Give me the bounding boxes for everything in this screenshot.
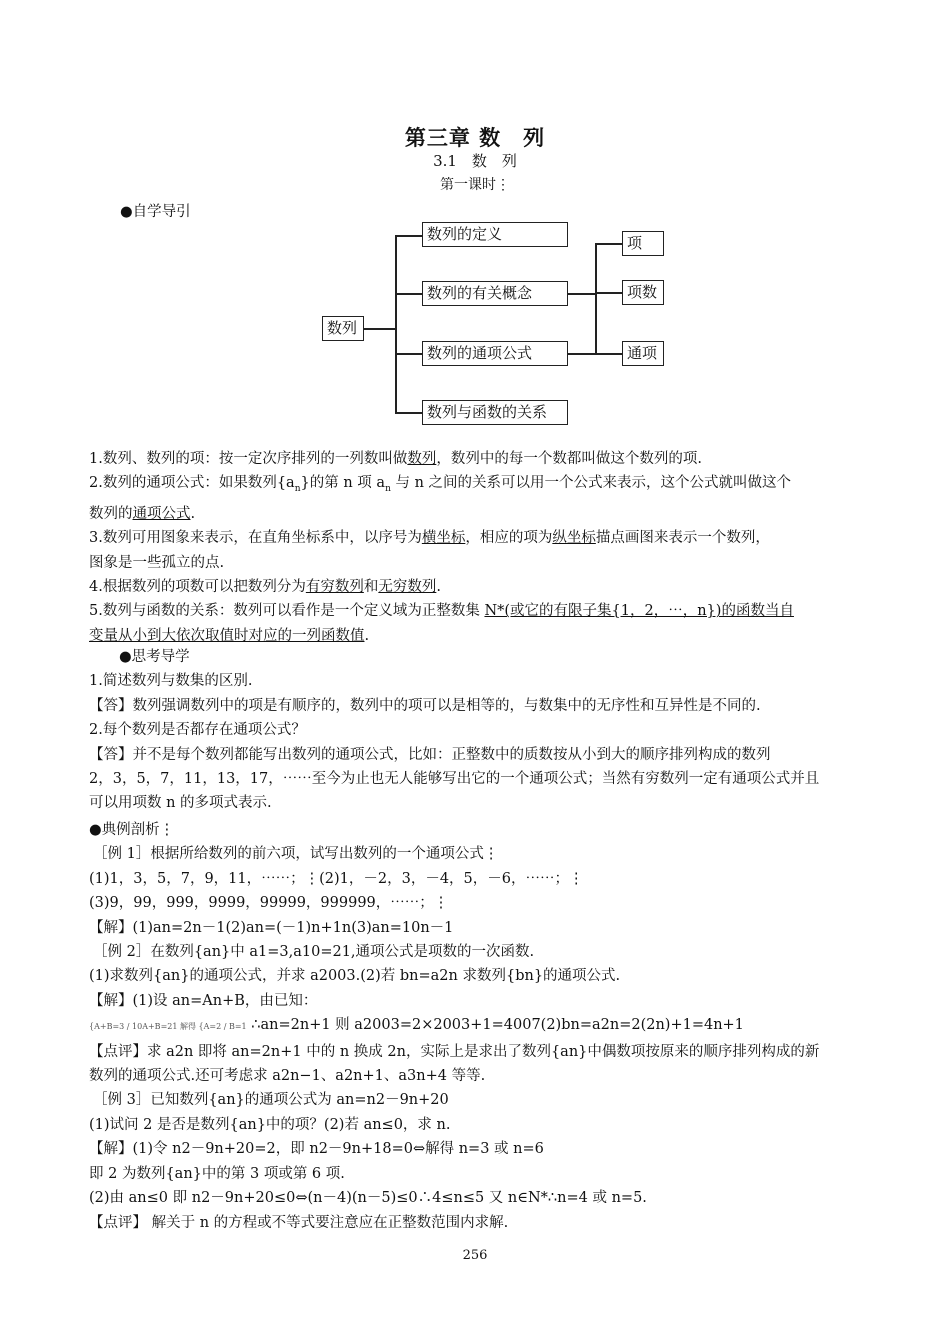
diagram-connector — [395, 293, 422, 295]
text: 和 — [363, 578, 379, 595]
example-2-comment-2: 数列的通项公式.还可考虑求 a2n−1、a2n+1、a3n+4 等等. — [89, 1068, 486, 1085]
examples-block — [89, 818, 861, 1235]
text: 1.数列、数列的项：按一定次序排列的一列数叫做 — [89, 451, 408, 467]
diagram-sub-count: 项数 — [622, 280, 664, 305]
diagram-connector — [395, 235, 397, 413]
example-1-solution: 【解】(1)an=2n－1(2)an=(－1)n+1n(3)an=10n－1 — [89, 919, 454, 936]
thinking-block — [89, 645, 861, 816]
text: ，相应的项为 — [465, 530, 553, 547]
text: 2.数列的通项公式：如果数列{a — [89, 475, 295, 492]
concept-5 — [89, 599, 861, 623]
chapter-title: 第三章 数 列 — [404, 125, 546, 150]
page-number: 256 — [462, 1248, 488, 1263]
underlined-term: N*(或它的有限子集{1，2，⋯，n})的函数当自 — [484, 603, 794, 620]
concept-2 — [89, 471, 861, 501]
diagram-connector — [595, 243, 597, 354]
text: ，数列中的每一个数都叫做这个数列的项. — [436, 451, 702, 467]
example-1-line1: (1)1，3，5，7，9，11，⋯⋯；⋮(2)1，－2，3，－4，5，－6，⋯⋯；⋮ — [89, 870, 584, 887]
thinking-q2: 2.每个数列是否都存在通项公式？ — [89, 722, 306, 739]
diagram-connector — [395, 353, 422, 355]
diagram-sub-general: 通项 — [622, 341, 664, 366]
text: 与 n 之间的关系可以用一个公式来表示，这个公式就叫做这个 — [390, 475, 792, 492]
example-3-solution-1: 【解】(1)令 n2－9n+20=2，即 n2－9n+18=0⇔解得 n=3 或 n=6 — [89, 1141, 544, 1158]
example-1-title: ［例 1］根据所给数列的前六项，试写出数列的一个通项公式⋮ — [93, 846, 499, 863]
text: . — [364, 627, 370, 644]
thinking-a2-line3: 可以用项数 n 的多项式表示. — [89, 795, 272, 812]
diagram-connector — [395, 235, 422, 237]
diagram-sub-term: 项 — [622, 231, 664, 256]
thinking-q1: 1.简述数列与数集的区别. — [89, 673, 253, 690]
underlined-term: 横坐标 — [421, 530, 466, 547]
equation-system: {A+B=3 / 10A+B=21 解得 {A=2 / B=1 — [89, 1022, 247, 1032]
thinking-a2-line1: 【答】并不是每个数列都能写出数列的通项公式，比如：正整数中的质数按从小到大的顺序排列构成的数列 — [89, 746, 771, 763]
text: ∴an=2n+1 则 a2003=2×2003+1=4007(2)bn=a2n=2(2n)+1=4n+1 — [251, 1017, 744, 1034]
diagram-connector — [595, 243, 622, 245]
text: 数列的 — [89, 505, 133, 522]
subscript: n — [294, 484, 301, 495]
underlined-term: 无穷数列 — [378, 578, 437, 595]
concepts-block — [89, 447, 861, 648]
underlined-term: 通项公式 — [132, 505, 191, 522]
underlined-term: 纵坐标 — [552, 530, 596, 547]
text: 描点画图来表示一个数列， — [595, 530, 770, 547]
diagram-branch-general-term: 数列的通项公式 — [422, 341, 568, 366]
concept-3 — [89, 526, 861, 550]
underlined-term: 数列 — [407, 451, 437, 467]
example-3-question: (1)试问 2 是否是数列{an}中的项？(2)若 an≤0，求 n. — [89, 1116, 451, 1133]
diagram-branch-concepts: 数列的有关概念 — [422, 281, 568, 306]
example-2-title: ［例 2］在数列{an}中 a1=3,a10=21,通项公式是项数的一次函数. — [93, 944, 535, 961]
diagram-connector — [595, 353, 622, 355]
thinking-a1: 【答】数列强调数列中的项是有顺序的，数列中的项可以是相等的，与数集中的无序性和互异性是不同的. — [89, 697, 761, 714]
subscript: n — [385, 484, 391, 495]
diagram-connector — [568, 353, 596, 355]
diagram-connector — [595, 292, 622, 294]
thinking-a2-line2: 2，3，5，7，11，13，17，⋯⋯至今为止也无人能够写出它的一个通项公式；当然有穷数列一定有通项公式并且 — [89, 771, 820, 788]
section-title: 3.1 数 列 — [433, 152, 517, 170]
example-3-comment: 【点评】 解关于 n 的方程或不等式要注意应在正整数范围内求解. — [89, 1214, 509, 1231]
example-3-title: ［例 3］已知数列{an}的通项公式为 an=n2－9n+20 — [93, 1092, 449, 1109]
text: 5.数列与函数的关系：数列可以看作是一个定义域为正整数集 — [89, 603, 485, 620]
example-3-solution-2: 即 2 为数列{an}中的第 3 项或第 6 项. — [89, 1165, 345, 1182]
concept-3-cont: 图象是一些孤立的点. — [89, 554, 225, 571]
lesson-title: 第一课时⋮ — [440, 177, 510, 193]
example-2-question: (1)求数列{an}的通项公式，并求 a2003.(2)若 bn=a2n 求数列{bn}的通项公式. — [89, 968, 621, 985]
text: . — [436, 578, 441, 595]
diagram-branch-function: 数列与函数的关系 — [422, 400, 568, 425]
text: . — [190, 505, 196, 522]
concept-4 — [89, 575, 861, 599]
diagram-connector — [364, 328, 396, 330]
example-1-line2: (3)9，99，999，9999，99999，999999，⋯⋯；⋮ — [89, 895, 449, 912]
text: 4.根据数列的项数可以把数列分为 — [89, 578, 306, 595]
example-3-solution-3: (2)由 an≤0 即 n2－9n+20≤0⇔(n－4)(n－5)≤0∴4≤n≤5 又 n∈N*∴n=4 或 n=5. — [89, 1190, 647, 1207]
diagram-connector — [568, 293, 596, 295]
self-study-heading: ●自学导引 — [120, 204, 191, 220]
diagram-branch-definition: 数列的定义 — [422, 222, 568, 247]
text: }的第 n 项 a — [300, 475, 386, 492]
concept-1 — [89, 447, 861, 471]
examples-heading: ●典例剖析⋮ — [89, 822, 175, 838]
example-2-solution-1: 【解】(1)设 an=An+B，由已知： — [89, 992, 318, 1009]
underlined-term: 变量从小到大依次取值时对应的一列函数值 — [89, 627, 365, 644]
diagram-connector — [395, 412, 422, 414]
example-2-comment-1: 【点评】求 a2n 即将 an=2n+1 中的 n 换成 2n，实际上是求出了数列{an}中偶数项按原来的顺序排列构成的新 — [89, 1043, 820, 1060]
diagram-root-box: 数列 — [322, 316, 364, 341]
concept-2-cont — [89, 502, 861, 526]
example-2-solution-2 — [89, 1013, 861, 1039]
thinking-heading: ●思考导学 — [119, 649, 190, 665]
text: 3.数列可用图象来表示，在直角坐标系中，以序号为 — [89, 530, 422, 547]
underlined-term: 有穷数列 — [305, 578, 364, 595]
